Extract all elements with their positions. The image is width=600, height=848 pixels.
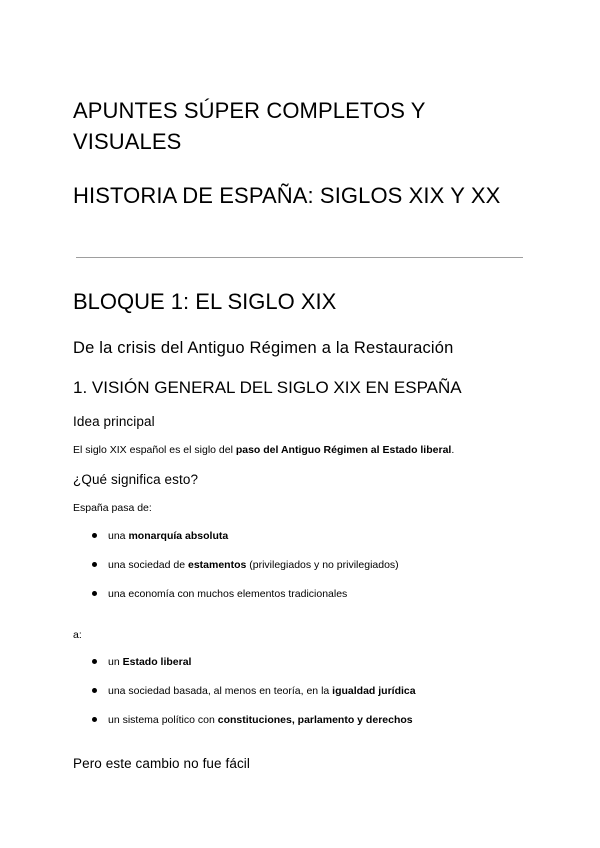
block-subtitle: De la crisis del Antiguo Régimen a la Restauración <box>73 339 454 357</box>
section-heading: 1. VISIÓN GENERAL DEL SIGLO XIX EN ESPAÑA <box>73 378 462 397</box>
list-item: una sociedad basada, al menos en teoría, en la igualdad jurídica <box>92 684 416 713</box>
bullet-icon <box>92 659 97 664</box>
bullet-icon <box>92 533 97 538</box>
bullet-icon <box>92 562 97 567</box>
list-item: un sistema político con constituciones, parlamento y derechos <box>92 713 416 742</box>
a-label: a: <box>73 629 82 641</box>
list-item: un Estado liberal <box>92 655 416 684</box>
pasa-de-paragraph: España pasa de: <box>73 502 152 514</box>
bullet-icon <box>92 717 97 722</box>
question-heading: ¿Qué significa esto? <box>73 472 199 487</box>
idea-paragraph: El siglo XIX español es el siglo del paso del Antiguo Régimen al Estado liberal. <box>73 444 455 456</box>
doc-course-title: HISTORIA DE ESPAÑA: SIGLOS XIX Y XX <box>73 183 501 208</box>
from-list <box>92 529 399 616</box>
bullet-icon <box>92 591 97 596</box>
horizontal-divider <box>76 257 523 258</box>
list-item: una economía con muchos elementos tradicionales <box>92 587 399 616</box>
bullet-icon <box>92 688 97 693</box>
pero-heading: Pero este cambio no fue fácil <box>73 756 250 771</box>
to-list <box>92 655 416 742</box>
idea-heading: Idea principal <box>73 414 155 429</box>
doc-title: APUNTES SÚPER COMPLETOS Y VISUALES <box>73 98 426 154</box>
list-item: una sociedad de estamentos (privilegiados y no privilegiados) <box>92 558 399 587</box>
list-item: una monarquía absoluta <box>92 529 399 558</box>
block-heading: BLOQUE 1: EL SIGLO XIX <box>73 289 337 314</box>
